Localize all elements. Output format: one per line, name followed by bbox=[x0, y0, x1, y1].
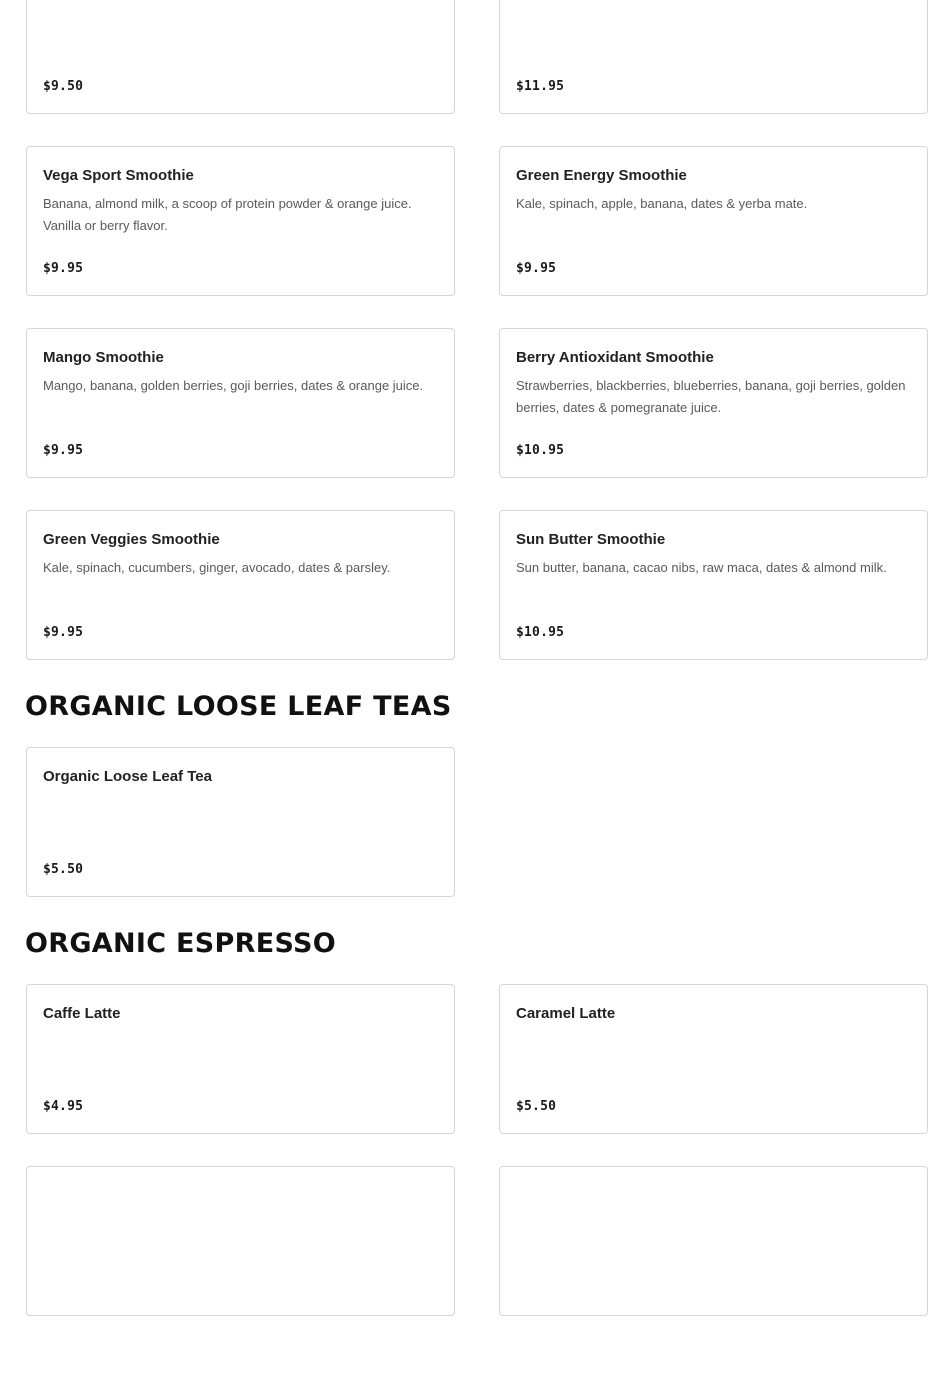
item-price: $4.95 bbox=[43, 1099, 84, 1114]
item-price: $10.95 bbox=[516, 443, 565, 458]
item-name: Organic Loose Leaf Tea bbox=[43, 768, 212, 785]
menu-item-card[interactable] bbox=[26, 0, 455, 114]
item-price: $9.50 bbox=[43, 79, 84, 94]
item-description: Mango, banana, golden berries, goji berries, dates & orange juice. bbox=[43, 378, 424, 393]
item-description: Kale, spinach, apple, banana, dates & yerba mate. bbox=[516, 196, 808, 211]
item-description: Sun butter, banana, cacao nibs, raw maca, dates & almond milk. bbox=[516, 560, 887, 575]
menu-item-card[interactable] bbox=[26, 984, 455, 1134]
item-description: Strawberries, blackberries, blueberries, banana, goji berries, golden berries, dates & pomegranate juice. bbox=[516, 378, 906, 415]
teas-grid bbox=[26, 747, 950, 897]
item-price: $9.95 bbox=[43, 443, 84, 458]
item-name: Green Energy Smoothie bbox=[516, 167, 687, 184]
menu-item-card[interactable] bbox=[26, 510, 455, 660]
item-price: $5.50 bbox=[43, 862, 84, 877]
item-price: $10.95 bbox=[516, 625, 565, 640]
item-name: Green Veggies Smoothie bbox=[43, 531, 220, 548]
item-price: $11.95 bbox=[516, 79, 565, 94]
menu-item-card[interactable] bbox=[499, 510, 928, 660]
menu-item-card[interactable] bbox=[26, 146, 455, 296]
menu-item-card[interactable] bbox=[26, 328, 455, 478]
item-name: Vega Sport Smoothie bbox=[43, 167, 194, 184]
smoothies-grid bbox=[26, 0, 950, 660]
menu-item-card[interactable] bbox=[499, 1166, 928, 1316]
bottom-spacer bbox=[0, 1316, 950, 1376]
item-name: Mango Smoothie bbox=[43, 349, 164, 366]
menu-item-card[interactable] bbox=[499, 146, 928, 296]
item-name: Sun Butter Smoothie bbox=[516, 531, 666, 548]
item-price: $9.95 bbox=[516, 261, 557, 276]
item-description: Banana, almond milk, a scoop of protein powder & orange juice. Vanilla or berry flavor. bbox=[43, 196, 412, 233]
menu-item-card[interactable] bbox=[499, 0, 928, 114]
section-title-espresso: ORGANIC ESPRESSO bbox=[25, 928, 337, 959]
section-title-teas: ORGANIC LOOSE LEAF TEAS bbox=[25, 691, 452, 722]
menu-item-card[interactable] bbox=[499, 984, 928, 1134]
item-name: Berry Antioxidant Smoothie bbox=[516, 349, 714, 366]
menu-item-card[interactable] bbox=[499, 328, 928, 478]
item-price: $9.95 bbox=[43, 625, 84, 640]
menu-item-card[interactable] bbox=[26, 747, 455, 897]
item-description: Kale, spinach, cucumbers, ginger, avocado, dates & parsley. bbox=[43, 560, 391, 575]
espresso-grid bbox=[26, 984, 950, 1316]
item-price: $9.95 bbox=[43, 261, 84, 276]
item-name: Caffe Latte bbox=[43, 1005, 121, 1022]
item-price: $5.50 bbox=[516, 1099, 557, 1114]
menu-item-card[interactable] bbox=[26, 1166, 455, 1316]
item-name: Caramel Latte bbox=[516, 1005, 616, 1022]
